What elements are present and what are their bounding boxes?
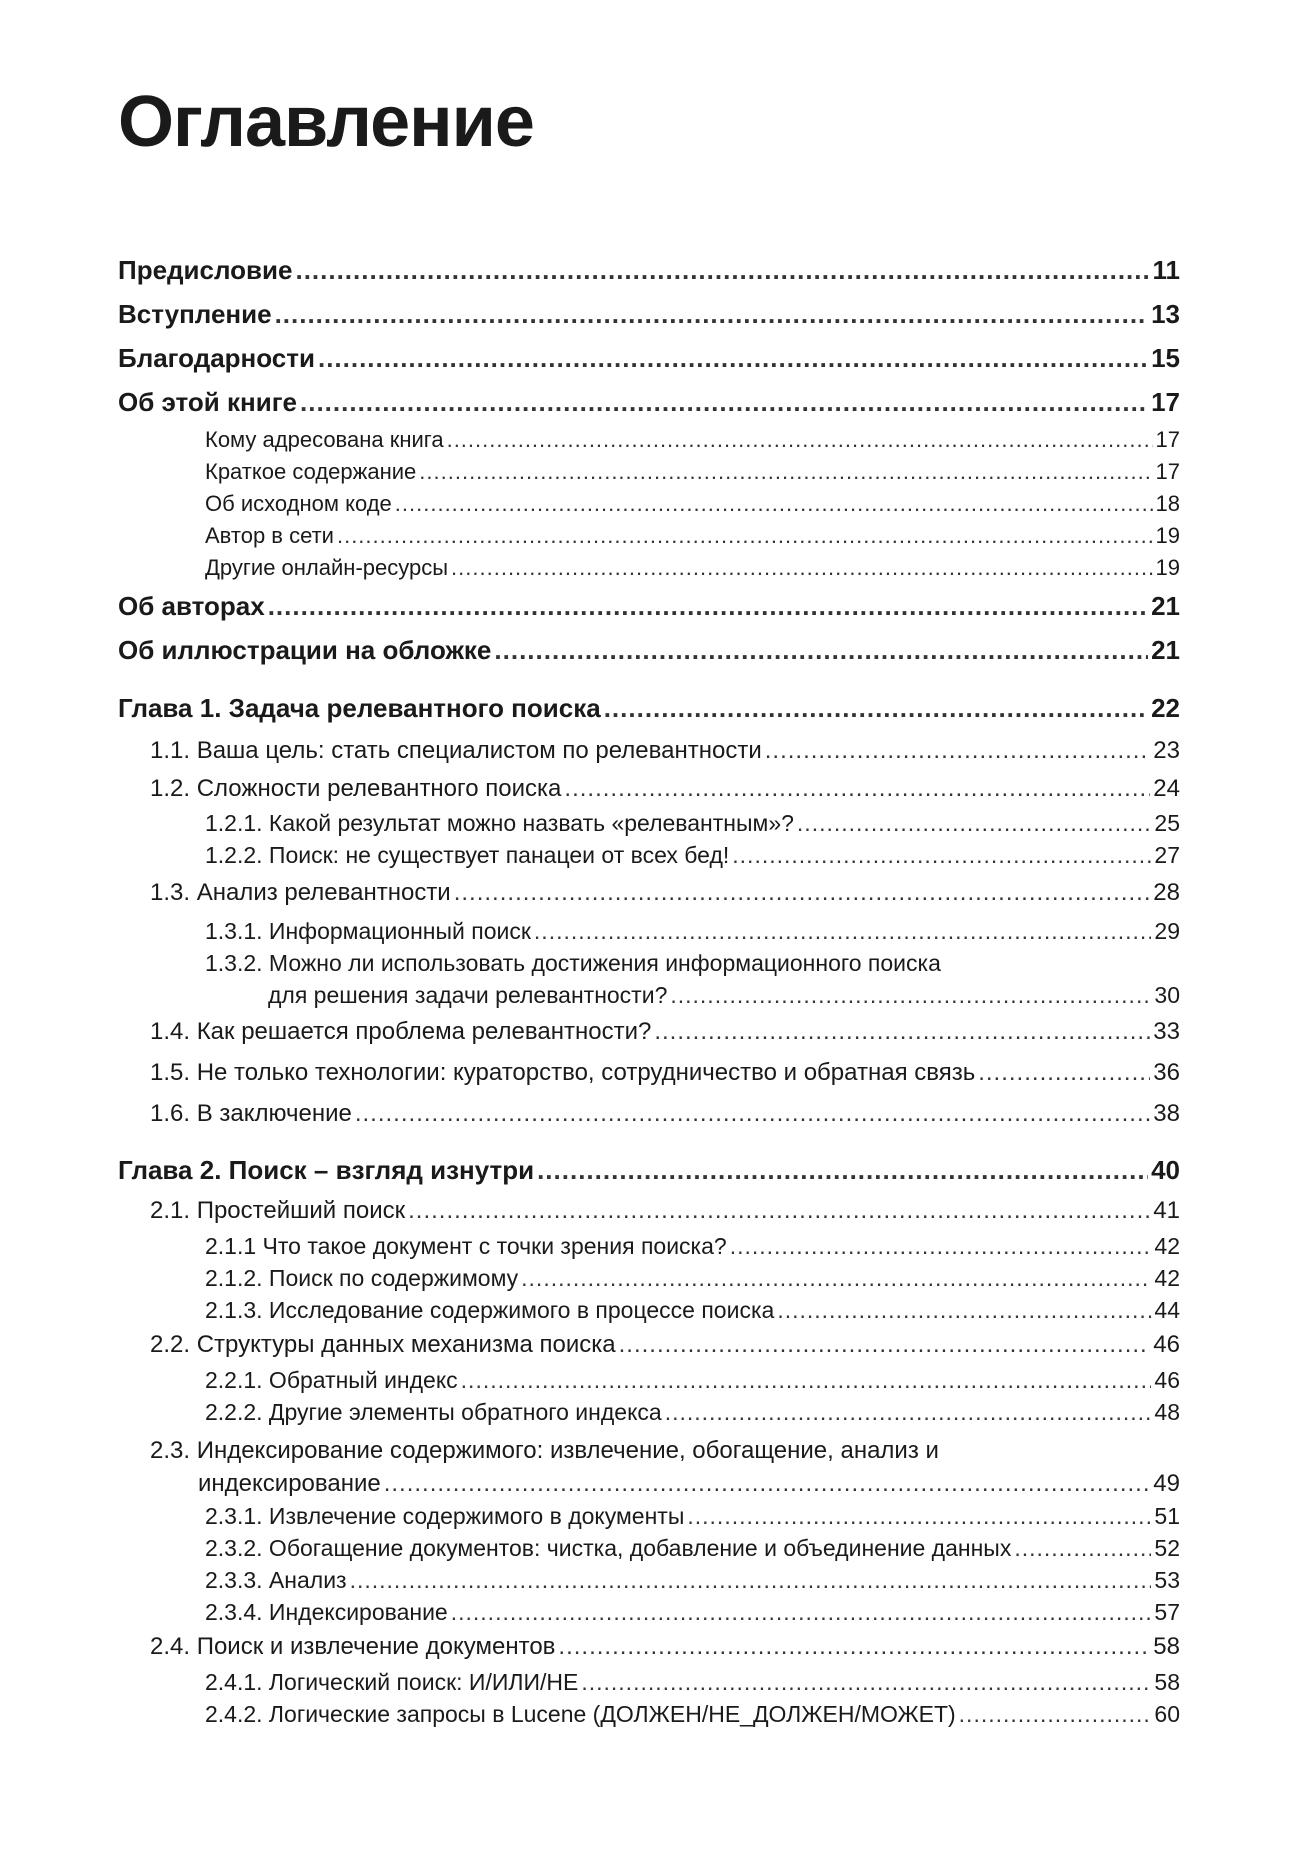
toc-entry-2-3-4[interactable] [118, 1596, 1180, 1628]
toc-entry-chapter-1[interactable] [118, 686, 1180, 730]
entry-page: 17 [1151, 387, 1180, 417]
leader-dots [670, 979, 1151, 1011]
entry-page: 30 [1154, 982, 1180, 1008]
entry-text: Краткое содержание [205, 459, 417, 484]
entry-page: 17 [1155, 459, 1180, 484]
entry-page: 27 [1154, 842, 1180, 868]
leader-dots [275, 292, 1149, 336]
toc-entry-2-3-3[interactable] [118, 1564, 1180, 1596]
toc-entry-2-1-1[interactable] [118, 1230, 1180, 1262]
entry-text: 1.1. Ваша цель: стать специалистом по релевантности [150, 737, 762, 764]
entry-page: 22 [1151, 693, 1180, 723]
entry-page: 41 [1153, 1197, 1180, 1224]
leader-dots [355, 1093, 1150, 1134]
toc-entry-1-5[interactable] [118, 1052, 1180, 1093]
toc-entry-online-resources[interactable] [118, 552, 1180, 584]
toc-entry-2-3-2[interactable] [118, 1532, 1180, 1564]
entry-text: 1.3. Анализ релевантности [150, 879, 451, 906]
leader-dots [268, 584, 1148, 628]
entry-text: Кому адресована книга [205, 427, 444, 452]
entry-page: 40 [1151, 1155, 1180, 1185]
entry-text: Вступление [118, 299, 272, 329]
entry-text: Об авторах [118, 591, 265, 621]
leader-dots [408, 1192, 1150, 1230]
toc-entry-2-1[interactable] [118, 1192, 1180, 1230]
entry-text: Автор в сети [205, 523, 334, 548]
entry-page: 42 [1154, 1265, 1180, 1291]
entry-page: 24 [1153, 775, 1180, 802]
entry-page: 46 [1154, 1367, 1180, 1393]
entry-text: 1.3.1. Информационный поиск [205, 918, 531, 944]
toc-entry-about-cover[interactable] [118, 628, 1180, 672]
entry-page: 42 [1154, 1233, 1180, 1259]
leader-dots [765, 730, 1151, 771]
entry-page: 49 [1153, 1470, 1180, 1497]
leader-dots [959, 1698, 1152, 1730]
entry-page: 15 [1151, 343, 1180, 373]
entry-text: Предисловие [118, 255, 293, 285]
toc-entry-audience[interactable] [118, 424, 1180, 456]
toc-entry-2-4[interactable] [118, 1628, 1180, 1666]
entry-text: Об этой книге [118, 387, 297, 417]
leader-dots [451, 552, 1152, 584]
leader-dots [521, 1262, 1151, 1294]
leader-dots [687, 1500, 1151, 1532]
leader-dots [730, 1230, 1152, 1262]
leader-dots [558, 1628, 1150, 1666]
entry-page: 18 [1155, 491, 1180, 516]
entry-text: 2.2.1. Обратный индекс [205, 1367, 458, 1393]
entry-page: 21 [1151, 635, 1180, 665]
leader-dots [419, 456, 1152, 488]
entry-text: 2.2.2. Другие элементы обратного индекса [205, 1399, 662, 1425]
leader-dots [300, 380, 1148, 424]
leader-dots [350, 1564, 1152, 1596]
toc-entry-author-online[interactable] [118, 520, 1180, 552]
entry-text: 2.1.3. Исследование содержимого в процессе поиска [205, 1297, 775, 1323]
leader-dots [654, 1011, 1150, 1052]
toc-entry-1-2-2[interactable] [118, 839, 1180, 871]
entry-page: 29 [1154, 918, 1180, 944]
entry-text: Глава 1. Задача релевантного поиска [118, 693, 601, 723]
toc-entry-chapter-2[interactable] [118, 1148, 1180, 1192]
entry-text: Глава 2. Поиск – взгляд изнутри [118, 1155, 535, 1185]
entry-page: 21 [1151, 591, 1180, 621]
entry-page: 19 [1155, 555, 1180, 580]
entry-text: 2.3.2. Обогащение документов: чистка, добавление и объединение данных [205, 1535, 1012, 1561]
entry-text: 2.4. Поиск и извлечение документов [150, 1633, 556, 1660]
leader-dots [534, 915, 1151, 947]
toc-entry-1-2[interactable] [118, 771, 1180, 807]
leader-dots [665, 1396, 1152, 1428]
entry-page: 57 [1154, 1599, 1180, 1625]
entry-page: 53 [1154, 1567, 1180, 1593]
toc-entry-preface[interactable] [118, 248, 1180, 292]
entry-text: 2.4.2. Логические запросы в Lucene (ДОЛЖЕН/НЕ_ДОЛЖЕН/МОЖЕТ) [205, 1701, 956, 1727]
entry-page: 25 [1154, 810, 1180, 836]
entry-page: 13 [1151, 299, 1180, 329]
table-of-contents [118, 248, 1180, 1730]
leader-dots [797, 807, 1151, 839]
entry-page: 11 [1152, 255, 1180, 285]
leader-dots [395, 488, 1153, 520]
entry-text: 1.2.1. Какой результат можно назвать «релевантным»? [205, 810, 794, 836]
entry-text: 2.3.1. Извлечение содержимого в документы [205, 1503, 685, 1529]
entry-text: 2.4.1. Логический поиск: И/ИЛИ/НЕ [205, 1669, 579, 1695]
toc-entry-1-4[interactable] [118, 1011, 1180, 1052]
entry-text: 1.5. Не только технологии: кураторство, сотрудничество и обратная связь [150, 1059, 976, 1086]
toc-entry-2-3-1[interactable] [118, 1500, 1180, 1532]
entry-text: 1.2. Сложности релевантного поиска [150, 775, 562, 802]
entry-page: 33 [1153, 1018, 1180, 1045]
entry-text: 2.1.1 Что такое документ с точки зрения поиска? [205, 1233, 727, 1259]
toc-entry-about-book[interactable] [118, 380, 1180, 424]
toc-entry-2-1-2[interactable] [118, 1262, 1180, 1294]
entry-text: 2.2. Структуры данных механизма поиска [150, 1331, 616, 1358]
leader-dots [619, 1326, 1151, 1364]
entry-page: 46 [1153, 1331, 1180, 1358]
leader-dots [537, 1148, 1148, 1192]
entry-page: 23 [1153, 737, 1180, 764]
leader-dots [384, 1468, 1151, 1500]
entry-page: 28 [1153, 879, 1180, 906]
toc-entry-about-authors[interactable] [118, 584, 1180, 628]
entry-text: 1.6. В заключение [150, 1100, 352, 1127]
leader-dots [494, 628, 1148, 672]
entry-page: 36 [1153, 1059, 1180, 1086]
toc-entry-2-1-3[interactable] [118, 1294, 1180, 1326]
toc-entry-2-4-2[interactable] [118, 1698, 1180, 1730]
leader-dots [295, 248, 1149, 292]
entry-text: 1.4. Как решается проблема релевантности? [150, 1018, 652, 1045]
entry-page: 38 [1153, 1100, 1180, 1127]
leader-dots [461, 1364, 1152, 1396]
entry-page: 48 [1154, 1399, 1180, 1425]
page-title: Оглавление [118, 82, 534, 162]
entry-page: 19 [1155, 523, 1180, 548]
entry-page: 44 [1154, 1297, 1180, 1323]
toc-entry-2-2-1[interactable] [118, 1364, 1180, 1396]
toc-entry-1-3-2-line1[interactable]: 1.3.2. Можно ли использовать достижения информационного поиска [205, 950, 941, 976]
leader-dots [978, 1052, 1150, 1093]
entry-text: Об исходном коде [205, 491, 392, 516]
toc-entry-1-2-1[interactable] [118, 807, 1180, 839]
entry-text: Другие онлайн-ресурсы [205, 555, 449, 580]
toc-entry-1-3[interactable] [118, 871, 1180, 915]
entry-text: 2.3.3. Анализ [205, 1567, 347, 1593]
toc-page [118, 0, 1180, 1727]
entry-text: индексирование [198, 1470, 381, 1497]
leader-dots [447, 424, 1153, 456]
entry-page: 52 [1154, 1535, 1180, 1561]
toc-entry-2-4-1[interactable] [118, 1666, 1180, 1698]
toc-entry-intro[interactable] [118, 292, 1180, 336]
leader-dots [604, 686, 1148, 730]
leader-dots [1014, 1532, 1151, 1564]
leader-dots [454, 871, 1151, 915]
toc-entry-2-3-line2[interactable] [118, 1468, 1180, 1500]
entry-page: 60 [1154, 1701, 1180, 1727]
entry-text: Об иллюстрации на обложке [118, 635, 492, 665]
leader-dots [564, 771, 1150, 807]
toc-entry-2-3-line1[interactable]: 2.3. Индексирование содержимого: извлечение, обогащение, анализ и [150, 1437, 939, 1464]
toc-entry-thanks[interactable] [118, 336, 1180, 380]
entry-page: 58 [1153, 1633, 1180, 1660]
entry-text: 2.1.2. Поиск по содержимому [205, 1265, 519, 1291]
entry-page: 58 [1154, 1669, 1180, 1695]
toc-entry-source-code[interactable] [118, 488, 1180, 520]
entry-page: 17 [1155, 427, 1180, 452]
entry-text: 1.2.2. Поиск: не существует панацеи от всех бед! [205, 842, 730, 868]
leader-dots [451, 1596, 1152, 1628]
toc-entry-2-2[interactable] [118, 1326, 1180, 1364]
entry-text: 2.3.4. Индексирование [205, 1599, 448, 1625]
entry-text: для решения задачи релевантности? [268, 982, 668, 1008]
entry-text: 2.1. Простейший поиск [150, 1197, 406, 1224]
leader-dots [732, 839, 1151, 871]
toc-entry-1-1[interactable] [118, 730, 1180, 771]
entry-page: 51 [1154, 1503, 1180, 1529]
leader-dots [318, 336, 1148, 380]
toc-entry-summary[interactable] [118, 456, 1180, 488]
leader-dots [581, 1666, 1151, 1698]
toc-entry-1-6[interactable] [118, 1093, 1180, 1134]
entry-text: Благодарности [118, 343, 315, 373]
leader-dots [337, 520, 1153, 552]
toc-entry-2-2-2[interactable] [118, 1396, 1180, 1428]
leader-dots [777, 1294, 1151, 1326]
toc-entry-1-3-1[interactable] [118, 915, 1180, 947]
toc-entry-1-3-2-line2[interactable] [118, 979, 1180, 1011]
